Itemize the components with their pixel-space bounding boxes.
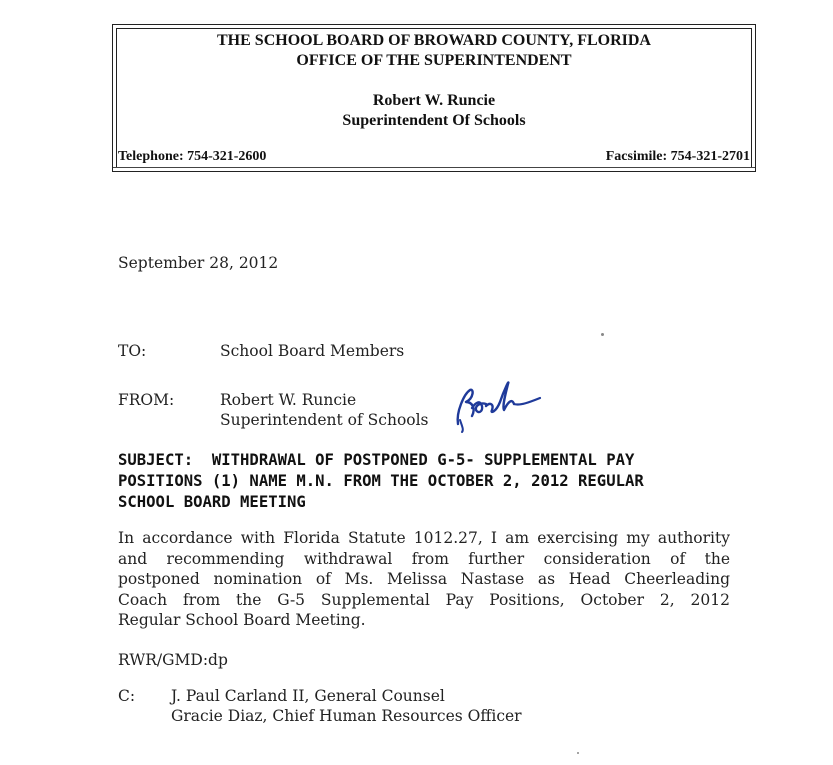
organization-name: THE SCHOOL BOARD OF BROWARD COUNTY, FLORIDA	[217, 32, 651, 49]
office-name: OFFICE OF THE SUPERINTENDENT	[296, 52, 572, 69]
signature-image	[450, 372, 545, 434]
subject-line: POSITIONS (1) NAME M.N. FROM THE OCTOBER 2, 2012 REGULAR	[118, 472, 644, 490]
body-line: postponed nomination of Ms. Melissa Nastase as Head Cheerleading	[118, 570, 730, 588]
body-line: Regular School Board Meeting.	[118, 611, 366, 629]
body-line: Coach from the G-5 Supplemental Pay Positions, October 2, 2012	[118, 590, 730, 609]
cc-label: C:	[118, 687, 136, 705]
subject-line: SUBJECT: WITHDRAWAL OF POSTPONED G-5- SUPPLEMENTAL PAY	[118, 451, 635, 469]
to-label: TO:	[118, 342, 147, 360]
letterhead	[112, 24, 756, 172]
scan-speck	[577, 752, 579, 754]
body-line: and recommending withdrawal from further consideration of the	[118, 549, 730, 568]
facsimile-number: Facsimile: 754-321-2701	[605, 149, 750, 164]
superintendent-title: Superintendent Of Schools	[342, 112, 526, 129]
to-value: School Board Members	[220, 342, 405, 360]
from-title: Superintendent of Schools	[220, 411, 429, 429]
letterhead-rule	[113, 167, 755, 168]
subject-block	[118, 450, 738, 513]
body-line: In accordance with Florida Statute 1012.27, I am exercising my authority	[118, 529, 730, 547]
from-name: Robert W. Runcie	[220, 391, 357, 409]
telephone-number: Telephone: 754-321-2600	[118, 149, 267, 164]
subject-line: SCHOOL BOARD MEETING	[118, 493, 306, 511]
cc-recipient: Gracie Diaz, Chief Human Resources Officer	[171, 707, 522, 725]
initials: RWR/GMD:dp	[118, 651, 228, 669]
superintendent-name: Robert W. Runcie	[372, 92, 496, 109]
scan-speck	[601, 333, 604, 336]
cc-recipient: J. Paul Carland II, General Counsel	[171, 687, 445, 705]
from-label: FROM:	[118, 391, 175, 409]
body-paragraph	[118, 528, 730, 631]
memo-date: September 28, 2012	[118, 254, 279, 272]
